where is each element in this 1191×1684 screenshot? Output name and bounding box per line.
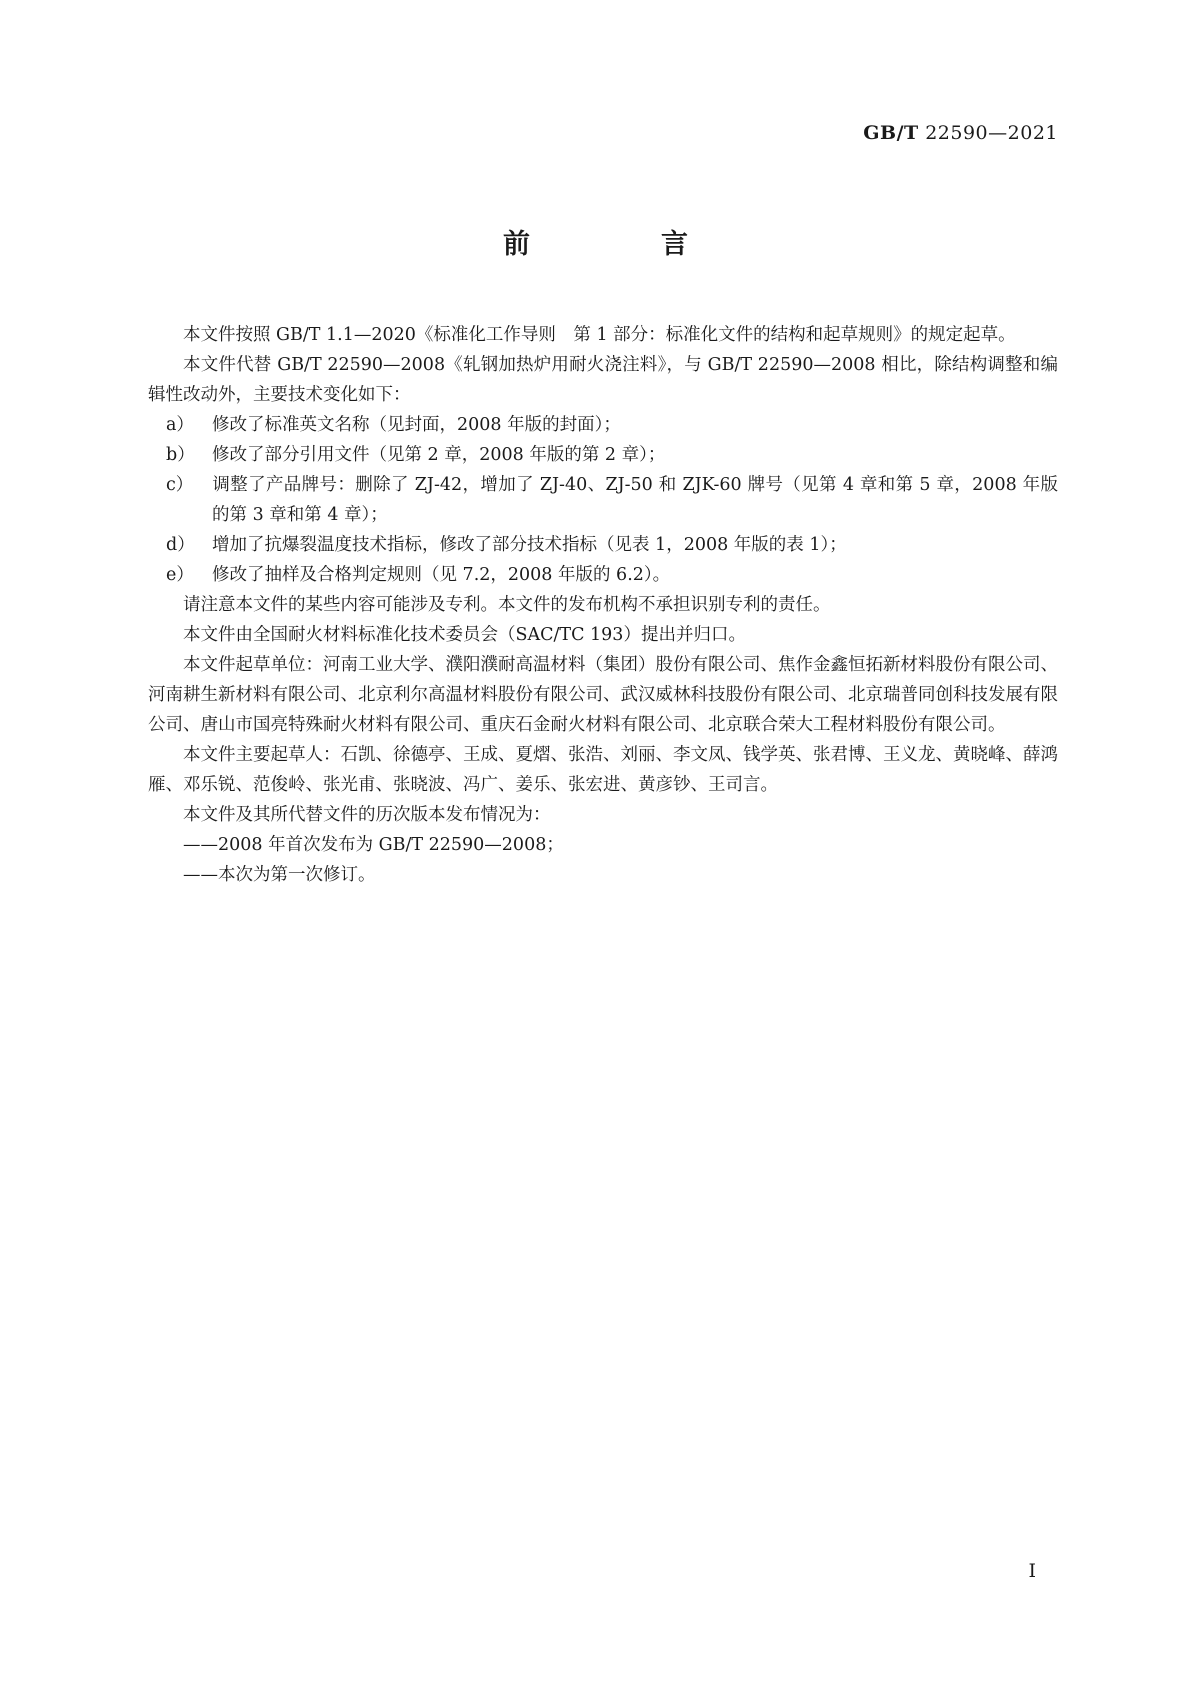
history-item: ——2008 年首次发布为 GB/T 22590—2008； — [183, 835, 564, 855]
list-item-text: 调整了产品牌号：删除了 ZJ-42，增加了 ZJ-40、ZJ-50 和 ZJK-60 牌号（见第 4 章和第 5 章，2008 年版的第 3 章和第 4 章）； — [212, 475, 1058, 525]
main-drafters: 本文件主要起草人：石凯、徐德亭、王成、夏熠、张浩、刘丽、李文凤、钱学英、张君博、王义龙、黄晓峰、薛鸿雁、邓乐锐、范俊岭、张光甫、张晓波、冯广、姜乐、张宏进、黄彦钞、王司言。 — [148, 745, 1058, 795]
list-item-label: d） — [166, 535, 195, 555]
page-title: 前 言 — [503, 229, 740, 260]
list-item-text: 修改了部分引用文件（见第 2 章，2008 年版的第 2 章）； — [212, 445, 666, 465]
list-item-label: a） — [166, 415, 194, 435]
version-history — [148, 830, 1058, 890]
list-item — [148, 470, 1058, 530]
list-item — [148, 410, 1058, 440]
list-item — [148, 560, 1058, 590]
list-item — [148, 530, 1058, 560]
list-item — [148, 440, 1058, 470]
drafting-rules-paragraph: 本文件按照 GB/T 1.1—2020《标准化工作导则 第 1 部分：标准化文件的结构和起草规则》的规定起草。 — [183, 325, 1016, 345]
proposer-notice: 本文件由全国耐火材料标准化技术委员会（SAC/TC 193）提出并归口。 — [183, 625, 746, 645]
changes-list — [148, 410, 1058, 590]
list-item-text: 修改了抽样及合格判定规则（见 7.2，2008 年版的 6.2）。 — [212, 565, 671, 585]
list-item-label: e） — [166, 565, 194, 585]
document-code — [863, 122, 1058, 144]
list-item-text: 修改了标准英文名称（见封面，2008 年版的封面）； — [212, 415, 621, 435]
page-number: I — [1028, 1560, 1036, 1582]
drafting-units: 本文件起草单位：河南工业大学、濮阳濮耐高温材料（集团）股份有限公司、焦作金鑫恒拓新材料股份有限公司、河南耕生新材料有限公司、北京利尔高温材料股份有限公司、武汉威林科技股份有限公司、北京瑞普同创科技发展有限公司、唐山市国亮特殊耐火材料有限公司、重庆石金耐火材料有限公司、北京联合荣大工程材料股份有限公司。 — [148, 655, 1058, 735]
foreword-body — [148, 320, 1058, 890]
patent-notice: 请注意本文件的某些内容可能涉及专利。本文件的发布机构不承担识别专利的责任。 — [183, 595, 831, 615]
history-intro: 本文件及其所代替文件的历次版本发布情况为： — [183, 805, 551, 825]
list-item-label: b） — [166, 445, 195, 465]
replacement-paragraph: 本文件代替 GB/T 22590—2008《轧钢加热炉用耐火浇注料》，与 GB/T 22590—2008 相比，除结构调整和编辑性改动外，主要技术变化如下： — [148, 355, 1058, 405]
list-item-label: c） — [166, 475, 194, 495]
standard-prefix: GB/T — [863, 122, 919, 144]
standard-number: 22590—2021 — [918, 122, 1058, 144]
list-item-text: 增加了抗爆裂温度技术指标，修改了部分技术指标（见表 1，2008 年版的表 1）； — [212, 535, 847, 555]
history-item: ——本次为第一次修订。 — [183, 865, 376, 885]
